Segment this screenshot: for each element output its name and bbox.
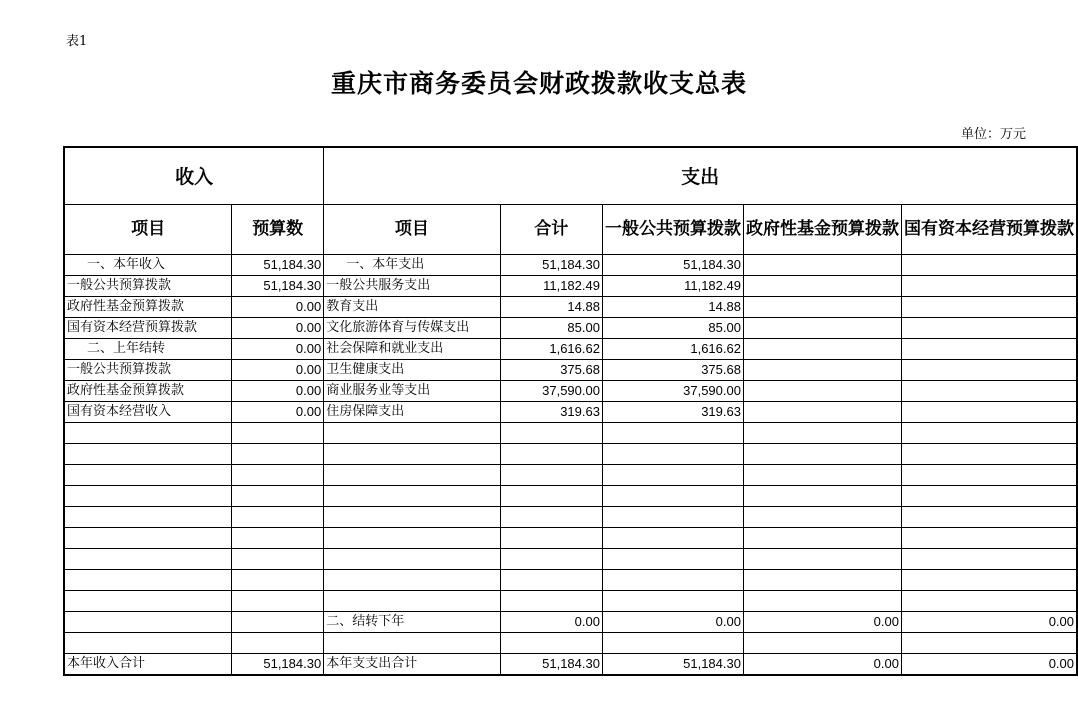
state-capital-cell [901,380,1077,401]
state-capital-cell [901,317,1077,338]
fund-budget-cell [743,275,901,296]
expense-total-cell: 1,616.62 [500,338,602,359]
table-row [64,359,1077,380]
income-item-cell [64,569,232,590]
income-item-cell [64,443,232,464]
expense-total-cell [500,464,602,485]
expense-total-header: 合计 [500,204,602,254]
fund-budget-cell [743,590,901,611]
expense-total-cell: 51,184.30 [500,254,602,275]
state-capital-header: 国有资本经营预算拨款 [901,204,1077,254]
income-item-header: 项目 [64,204,232,254]
state-capital-cell [901,401,1077,422]
unit-label: 单位：万元 [960,127,1026,142]
state-capital-cell [901,632,1077,653]
fund-budget-cell [743,380,901,401]
expense-total-cell: 37,590.00 [500,380,602,401]
expense-total-cell: 375.68 [500,359,602,380]
state-capital-cell [901,569,1077,590]
fund-budget-cell [743,296,901,317]
state-capital-cell [901,527,1077,548]
fund-budget-cell [743,632,901,653]
expense-total-cell: 51,184.30 [500,653,602,675]
fund-budget-cell [743,317,901,338]
table-row [64,590,1077,611]
income-amount-cell: 51,184.30 [232,254,324,275]
general-budget-cell [602,443,743,464]
state-capital-cell [901,275,1077,296]
general-budget-cell: 51,184.30 [602,254,743,275]
state-capital-cell: 0.00 [901,653,1077,675]
expense-total-cell [500,590,602,611]
expense-item-cell [324,464,500,485]
income-amount-cell [232,464,324,485]
table-row [64,296,1077,317]
table-row [64,506,1077,527]
expense-total-cell [500,569,602,590]
expense-total-cell [500,548,602,569]
general-budget-cell [602,506,743,527]
general-budget-cell [602,548,743,569]
expense-item-cell: 本年支支出合计 [324,653,500,675]
expense-header: 支出 [324,147,1077,204]
expense-item-cell: 社会保障和就业支出 [324,338,500,359]
income-amount-cell: 0.00 [232,401,324,422]
state-capital-cell [901,506,1077,527]
income-amount-cell [232,422,324,443]
expense-item-cell: 文化旅游体育与传媒支出 [324,317,500,338]
income-item-cell: 国有资本经营预算拨款 [64,317,232,338]
expense-item-cell [324,506,500,527]
income-item-cell [64,632,232,653]
fund-budget-cell [743,506,901,527]
income-amount-cell: 51,184.30 [232,275,324,296]
expense-item-cell: 一、本年支出 [324,254,500,275]
expense-total-cell: 14.88 [500,296,602,317]
fund-budget-cell [743,443,901,464]
expense-total-cell: 0.00 [500,611,602,632]
general-budget-cell: 11,182.49 [602,275,743,296]
income-amount-cell: 0.00 [232,380,324,401]
income-item-cell [64,485,232,506]
expense-item-cell: 住房保障支出 [324,401,500,422]
income-amount-cell [232,548,324,569]
expense-total-cell [500,443,602,464]
general-budget-cell [602,590,743,611]
state-capital-cell [901,590,1077,611]
general-budget-cell: 14.88 [602,296,743,317]
general-budget-cell [602,422,743,443]
income-amount-cell: 0.00 [232,317,324,338]
income-item-cell: 政府性基金预算拨款 [64,296,232,317]
general-budget-cell: 85.00 [602,317,743,338]
state-capital-cell [901,485,1077,506]
income-item-cell: 一般公共预算拨款 [64,359,232,380]
table-row [64,380,1077,401]
income-item-cell: 本年收入合计 [64,653,232,675]
state-capital-cell [901,338,1077,359]
general-budget-cell [602,485,743,506]
budget-table [63,146,1078,676]
income-item-cell [64,422,232,443]
table-body [64,254,1077,675]
expense-item-cell: 二、结转下年 [324,611,500,632]
expense-total-cell: 319.63 [500,401,602,422]
fund-budget-cell: 0.00 [743,611,901,632]
income-amount-cell [232,506,324,527]
expense-total-cell: 85.00 [500,317,602,338]
state-capital-cell [901,443,1077,464]
table-row [64,569,1077,590]
expense-total-cell [500,485,602,506]
income-item-cell: 国有资本经营收入 [64,401,232,422]
state-capital-cell [901,254,1077,275]
table-row [64,401,1077,422]
fund-budget-cell: 0.00 [743,653,901,675]
table-number: 表1 [66,34,88,49]
income-item-cell [64,590,232,611]
general-budget-cell: 0.00 [602,611,743,632]
state-capital-cell [901,464,1077,485]
income-amount-cell [232,443,324,464]
table-row [64,464,1077,485]
table-row [64,443,1077,464]
expense-item-cell: 一般公共服务支出 [324,275,500,296]
expense-item-cell [324,422,500,443]
expense-item-cell [324,569,500,590]
income-amount-cell [232,590,324,611]
income-amount-cell: 0.00 [232,359,324,380]
expense-item-cell [324,485,500,506]
fund-budget-cell [743,569,901,590]
income-amount-cell [232,611,324,632]
expense-total-cell [500,506,602,527]
income-amount-cell [232,527,324,548]
fund-budget-header: 政府性基金预算拨款 [743,204,901,254]
income-amount-cell [232,569,324,590]
table-row [64,548,1077,569]
table-row [64,422,1077,443]
table-row [64,485,1077,506]
expense-total-cell [500,527,602,548]
fund-budget-cell [743,254,901,275]
income-amount-cell: 0.00 [232,338,324,359]
income-item-cell: 一、本年收入 [64,254,232,275]
table-row [64,653,1077,675]
expense-total-cell: 11,182.49 [500,275,602,296]
income-item-cell [64,464,232,485]
expense-item-cell: 商业服务业等支出 [324,380,500,401]
income-item-cell [64,611,232,632]
table-row [64,317,1077,338]
general-budget-cell [602,569,743,590]
expense-item-cell [324,527,500,548]
page-title: 重庆市商务委员会财政拨款收支总表 [330,69,747,98]
general-budget-header: 一般公共预算拨款 [602,204,743,254]
income-item-cell [64,548,232,569]
state-capital-cell: 0.00 [901,611,1077,632]
expense-item-cell [324,632,500,653]
income-amount-cell: 51,184.30 [232,653,324,675]
income-item-cell [64,527,232,548]
fund-budget-cell [743,464,901,485]
general-budget-cell: 1,616.62 [602,338,743,359]
expense-item-cell [324,548,500,569]
income-amount-cell [232,485,324,506]
income-item-cell: 政府性基金预算拨款 [64,380,232,401]
table-row [64,611,1077,632]
expense-item-cell [324,443,500,464]
income-amount-cell [232,632,324,653]
state-capital-cell [901,422,1077,443]
income-item-cell [64,506,232,527]
table-row [64,254,1077,275]
general-budget-cell: 37,590.00 [602,380,743,401]
fund-budget-cell [743,548,901,569]
income-header: 收入 [64,147,324,204]
state-capital-cell [901,296,1077,317]
income-amount-cell: 0.00 [232,296,324,317]
fund-budget-cell [743,527,901,548]
general-budget-cell [602,527,743,548]
general-budget-cell: 319.63 [602,401,743,422]
general-budget-cell: 375.68 [602,359,743,380]
income-item-cell: 二、上年结转 [64,338,232,359]
general-budget-cell [602,464,743,485]
expense-item-cell: 卫生健康支出 [324,359,500,380]
expense-total-cell [500,422,602,443]
income-budget-header: 预算数 [232,204,324,254]
expense-item-cell: 教育支出 [324,296,500,317]
fund-budget-cell [743,422,901,443]
fund-budget-cell [743,359,901,380]
table-row [64,527,1077,548]
state-capital-cell [901,548,1077,569]
income-item-cell: 一般公共预算拨款 [64,275,232,296]
table-row [64,338,1077,359]
table-row [64,275,1077,296]
table-row [64,632,1077,653]
general-budget-cell: 51,184.30 [602,653,743,675]
expense-item-header: 项目 [324,204,500,254]
general-budget-cell [602,632,743,653]
expense-item-cell [324,590,500,611]
state-capital-cell [901,359,1077,380]
expense-total-cell [500,632,602,653]
fund-budget-cell [743,485,901,506]
fund-budget-cell [743,338,901,359]
fund-budget-cell [743,401,901,422]
